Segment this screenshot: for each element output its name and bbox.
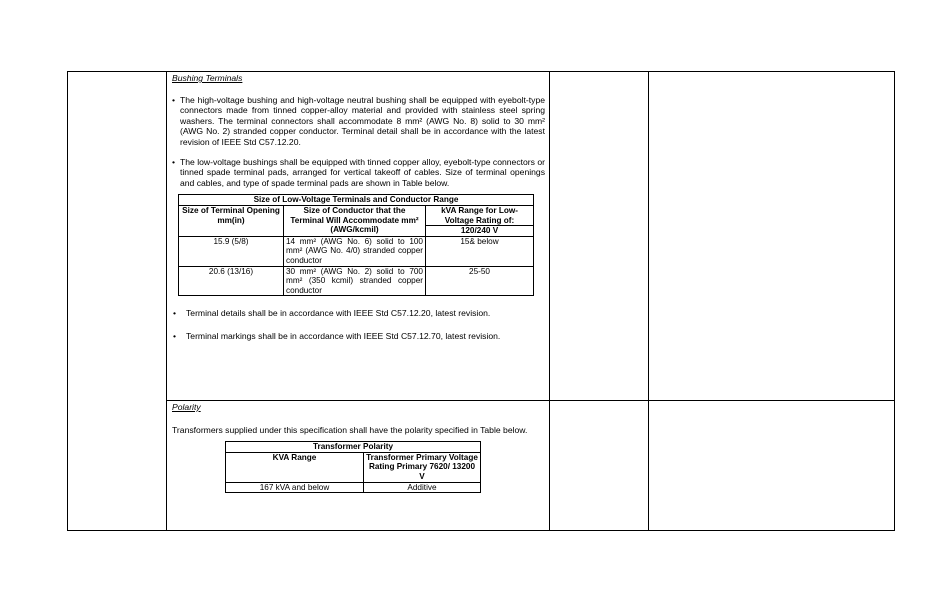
table-row	[226, 482, 481, 493]
bullet-glyph: •	[173, 308, 177, 319]
column-header: Transformer Primary Voltage Rating Primary 7620/ 13200 V	[364, 452, 481, 482]
column-divider	[549, 72, 550, 530]
row-divider	[166, 400, 894, 401]
bullet-item	[172, 95, 545, 148]
bullet-glyph: •	[172, 94, 176, 105]
bullet-glyph: •	[172, 156, 176, 167]
table-cell: 25-50	[426, 266, 534, 296]
low-voltage-terminal-table	[178, 194, 534, 296]
table-cell: Additive	[364, 482, 481, 493]
table-row	[179, 266, 534, 296]
bullet-item	[172, 308, 545, 319]
section-heading: Polarity	[172, 402, 201, 412]
paragraph: Terminal details shall be in accordance with IEEE Std C57.12.20, latest revision.	[186, 308, 491, 319]
bullet-item	[172, 331, 545, 342]
table-cell: 15& below	[426, 236, 534, 266]
transformer-polarity-table	[225, 441, 481, 493]
paragraph: The low-voltage bushings shall be equipped with tinned copper alloy, eyebolt-type connectors or tinned spade terminal pads, arranged for vertical takeoff of cables. Size of terminal openings and cables, and type of spade terminal pads are shown in Table below.	[180, 156, 545, 188]
table-caption: Transformer Polarity	[226, 442, 481, 453]
table-cell: 15.9 (5/8)	[179, 236, 284, 266]
table-row	[179, 236, 534, 266]
column-subheader: 120/240 V	[426, 226, 534, 237]
column-divider	[166, 72, 167, 530]
column-header: Size of Conductor that the Terminal Will Accommodate mm² (AWG/kcmil)	[284, 205, 426, 236]
column-header: KVA Range	[226, 452, 364, 482]
paragraph: Transformers supplied under this specification shall have the polarity specified in Table below.	[172, 424, 528, 435]
column-divider	[648, 72, 649, 530]
bullet-item	[172, 157, 545, 189]
table-cell: 167 kVA and below	[226, 482, 364, 493]
column-header: kVA Range for Low-Voltage Rating of:	[426, 205, 534, 225]
paragraph: The high-voltage bushing and high-voltage neutral bushing shall be equipped with eyebolt-type connectors made from tinned copper-alloy material and provided with stainless steel spring washers. The terminal connectors shall accommodate 8 mm² (AWG No. 8) solid to 30 mm² (AWG No. 2) stranded copper conductor. Terminal detail shall be in accordance with the latest revision of IEEE Std C57.12.20.	[180, 94, 545, 147]
spec-table-frame	[67, 71, 895, 531]
bullet-glyph: •	[173, 330, 177, 341]
table-caption: Size of Low-Voltage Terminals and Conductor Range	[179, 195, 534, 206]
polarity-section	[172, 402, 545, 493]
paragraph: Terminal markings shall be in accordance with IEEE Std C57.12.70, latest revision.	[186, 330, 501, 341]
bushing-terminals-section	[172, 73, 545, 341]
column-header: Size of Terminal Opening mm(in)	[179, 205, 284, 236]
table-cell: 20.6 (13/16)	[179, 266, 284, 296]
table-cell: 14 mm² (AWG No. 6) solid to 100 mm² (AWG No. 4/0) stranded copper conductor	[284, 236, 426, 266]
section-heading: Bushing Terminals	[172, 73, 243, 83]
table-cell: 30 mm² (AWG No. 2) solid to 700 mm² (350 kcmil) stranded copper conductor	[284, 266, 426, 296]
